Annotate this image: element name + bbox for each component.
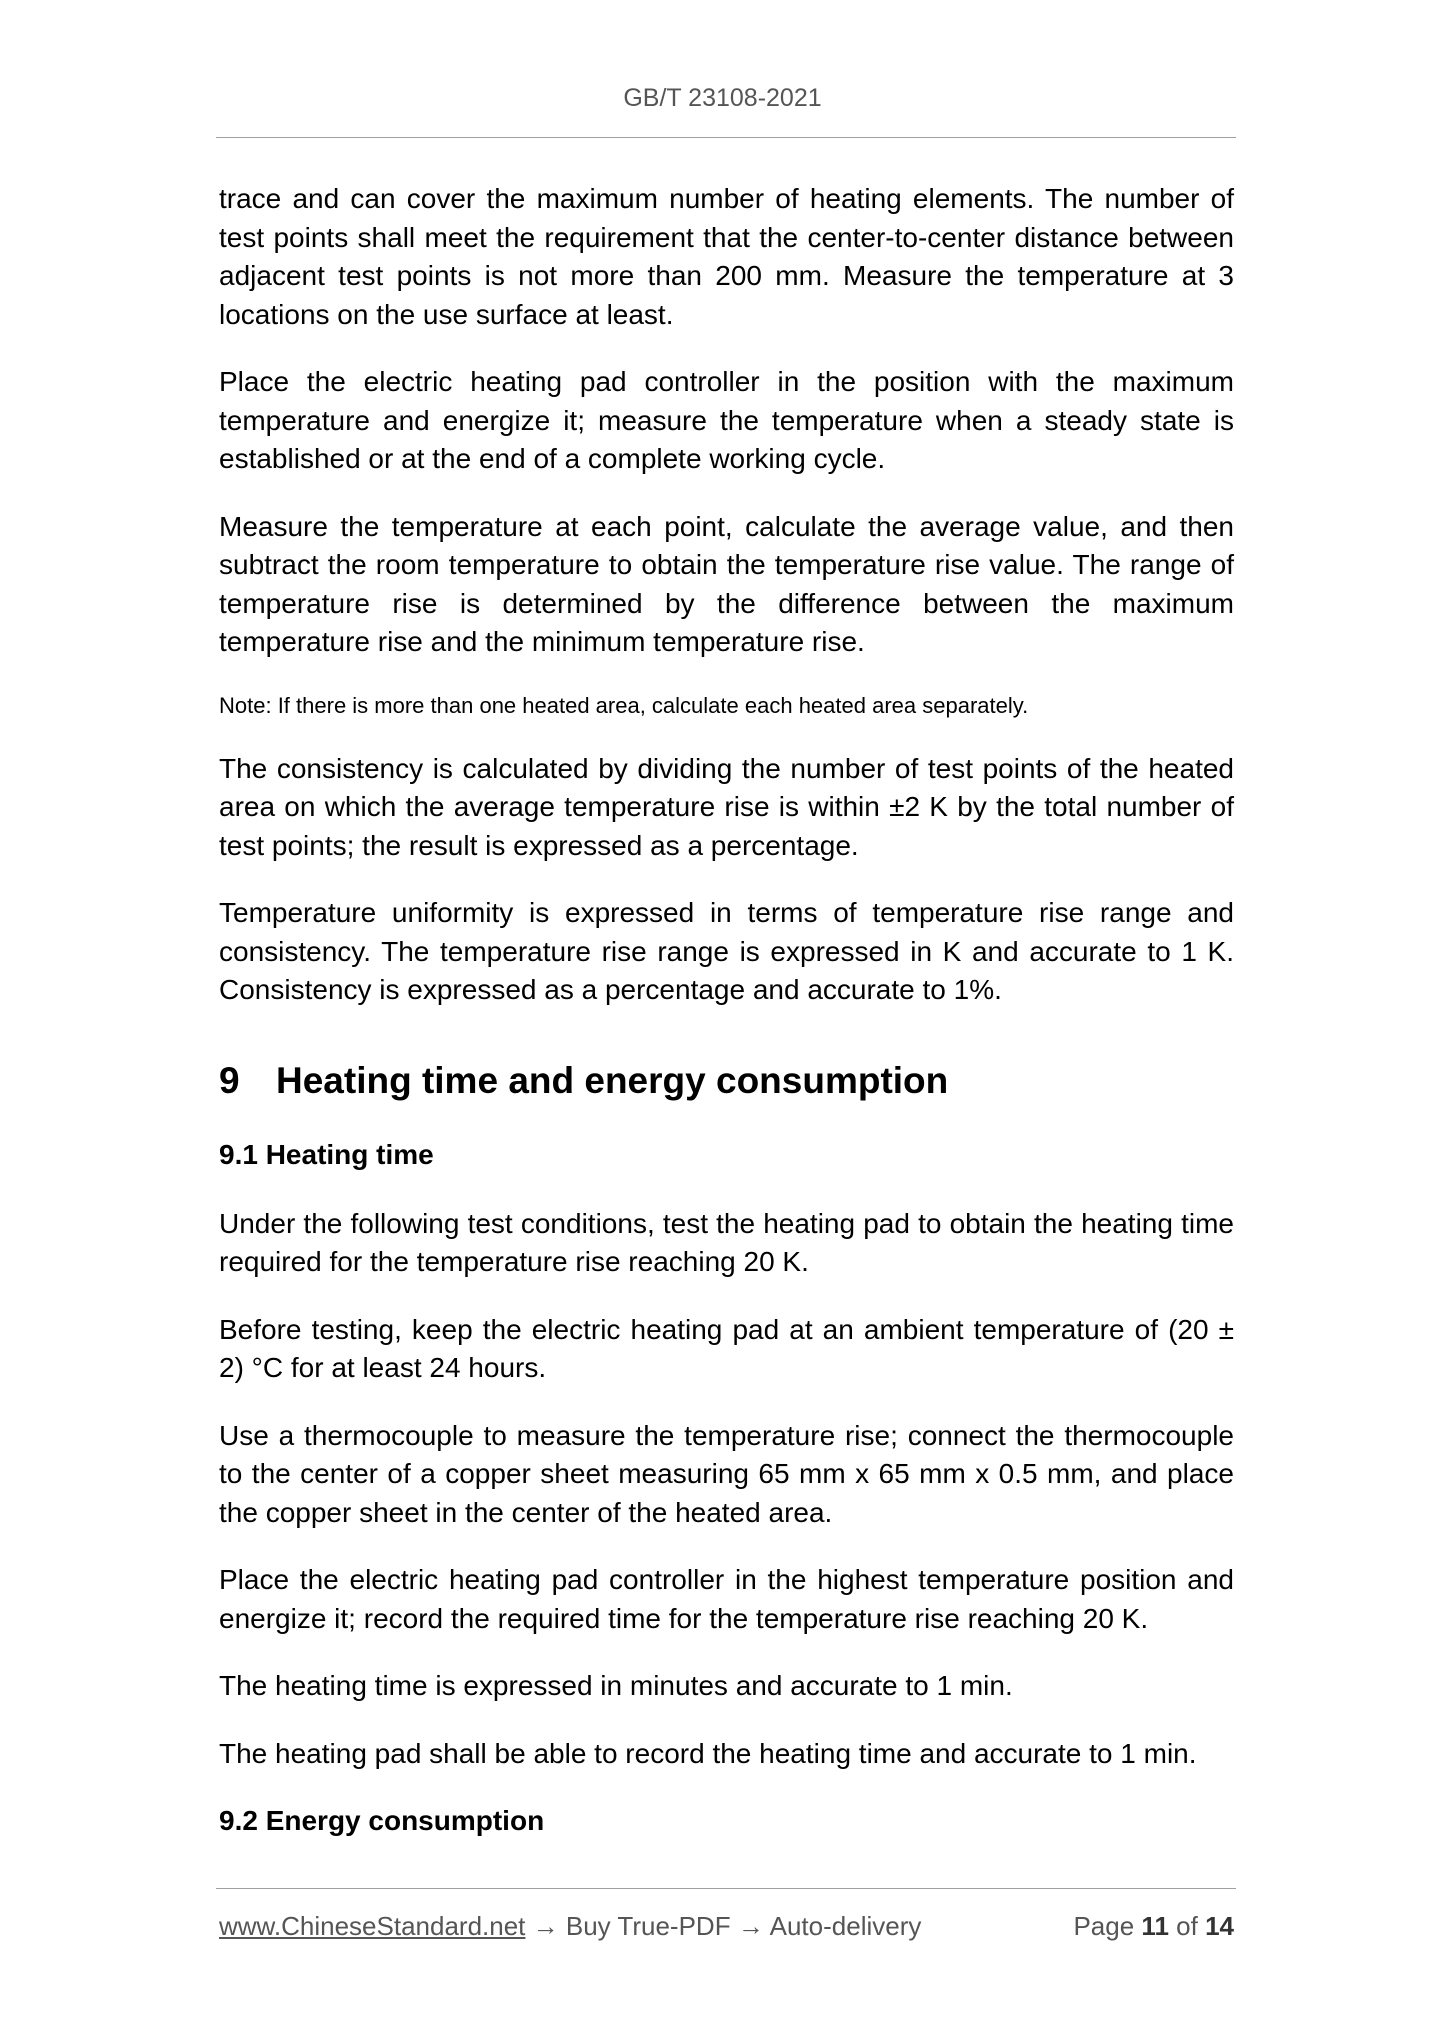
section-title: Heating time and energy consumption xyxy=(276,1059,949,1101)
paragraph: Place the electric heating pad controller in the position with the maximum temperature and energize it; measure the temperature when a steady state is established or at the end of a complete working cycle. xyxy=(219,366,1234,474)
section-number: 9 xyxy=(219,1059,240,1101)
paragraph: The heating pad shall be able to record the heating time and accurate to 1 min. xyxy=(219,1737,1197,1769)
paragraph: Under the following test conditions, test the heating pad to obtain the heating time required for the temperature rise reaching 20 K. xyxy=(219,1207,1234,1277)
paragraph: Measure the temperature at each point, calculate the average value, and then subtract the room temperature to obtain the temperature rise value. The range of temperature rise is determined by the difference between the maximum temperature rise and the minimum temperature rise. xyxy=(219,510,1234,657)
page-number xyxy=(1073,1911,1234,1942)
subsection-heading-9-1: 9.1 Heating time xyxy=(219,1138,434,1170)
document-body xyxy=(219,180,1234,1871)
of-word: of xyxy=(1176,1911,1198,1941)
page-footer xyxy=(219,1911,1234,1942)
page-header-code: GB/T 23108-2021 xyxy=(623,84,822,112)
paragraph: Use a thermocouple to measure the temperature rise; connect the thermocouple to the center of a copper sheet measuring 65 mm x 65 mm x 0.5 mm, and place the copper sheet in the center of the heated area. xyxy=(219,1419,1234,1528)
paragraph: trace and can cover the maximum number of heating elements. The number of test points shall meet the requirement that the center-to-center distance between adjacent test points is not more than 200 mm. Measure the temperature at 3 locations on the use surface at least. xyxy=(219,183,1234,330)
section-heading-9 xyxy=(219,1057,1234,1105)
page-current: 11 xyxy=(1141,1911,1169,1941)
header-rule xyxy=(216,137,1236,138)
buy-link[interactable]: Buy True-PDF xyxy=(565,1911,731,1941)
page-word: Page xyxy=(1073,1911,1135,1941)
page-total: 14 xyxy=(1205,1911,1234,1941)
site-link[interactable]: www.ChineseStandard.net xyxy=(219,1911,526,1941)
note: Note: If there is more than one heated area, calculate each heated area separately. xyxy=(219,692,1029,718)
arrow-icon: → xyxy=(737,1911,764,1941)
paragraph: Before testing, keep the electric heating pad at an ambient temperature of (20 ± 2) °C for at least 24 hours. xyxy=(219,1313,1234,1383)
paragraph: Temperature uniformity is expressed in terms of temperature rise range and consistency. The temperature rise range is expressed in K and accurate to 1 K. Consistency is expressed as a percentage and accurate to 1%. xyxy=(219,897,1234,1005)
paragraph: The heating time is expressed in minutes and accurate to 1 min. xyxy=(219,1670,1013,1701)
delivery-text: Auto-delivery xyxy=(769,1911,922,1941)
subsection-heading-9-2: 9.2 Energy consumption xyxy=(219,1805,545,1836)
footer-rule xyxy=(216,1888,1236,1889)
paragraph: The consistency is calculated by dividing the number of test points of the heated area on which the average temperature rise is within ±2 K by the total number of test points; the result is expressed as a percentage. xyxy=(219,752,1234,861)
arrow-icon: → xyxy=(532,1911,559,1941)
paragraph: Place the electric heating pad controller in the highest temperature position and energize it; record the required time for the temperature rise reaching 20 K. xyxy=(219,1564,1234,1634)
